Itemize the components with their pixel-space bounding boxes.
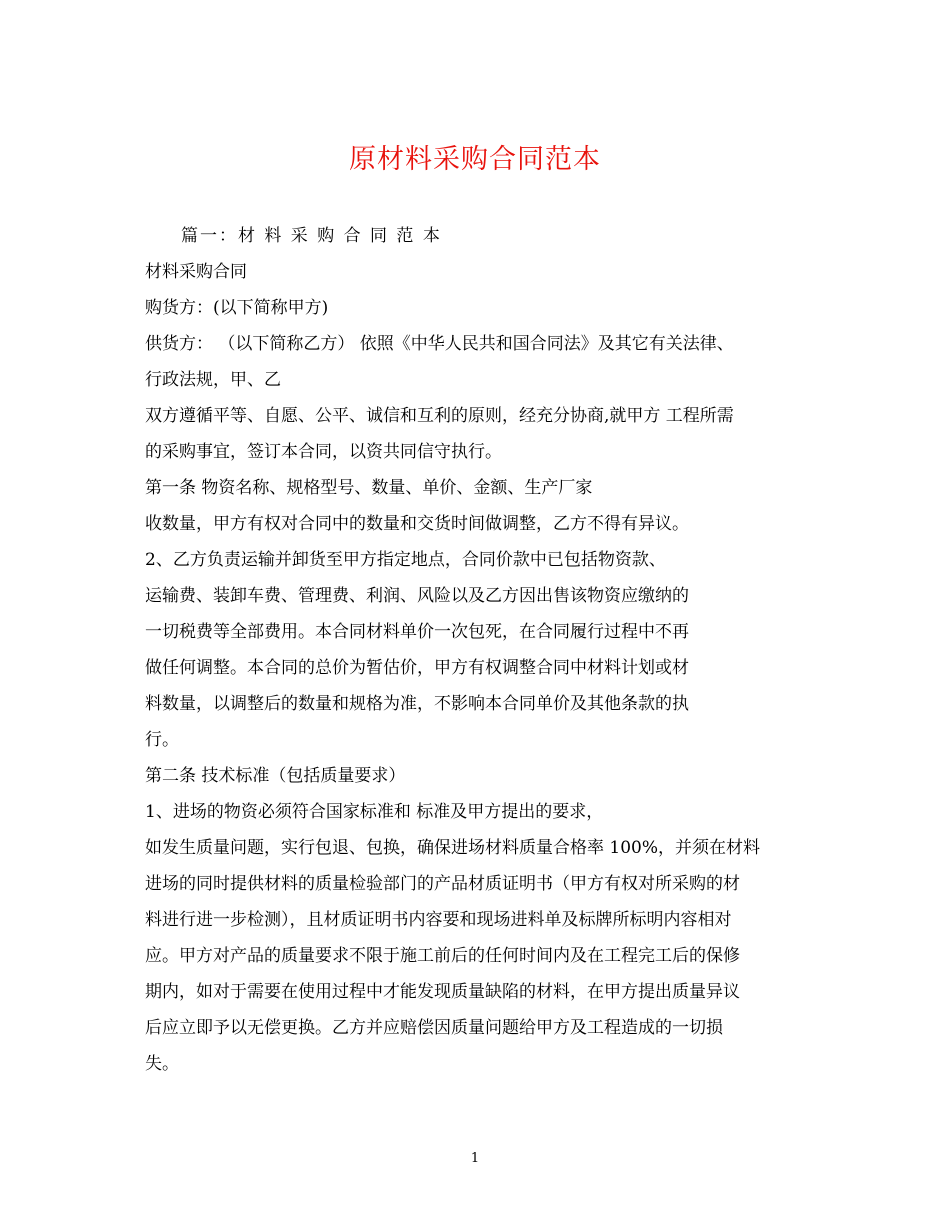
paragraph-line: 供货方： （以下简称乙方） 依照《中华人民共和国合同法》及其它有关法律、 [145, 334, 734, 354]
paragraph-line: 运输费、装卸车费、管理费、利润、风险以及乙方因出售该物资应缴纳的 [145, 586, 689, 606]
paragraph-line: 期内，如对于需要在使用过程中才能发现质量缺陷的材料，在甲方提出质量异议 [145, 982, 740, 1002]
paragraph-line: 做任何调整。本合同的总价为暂估价，甲方有权调整合同中材料计划或材 [145, 658, 689, 678]
paragraph-line: 的采购事宜，签订本合同，以资共同信守执行。 [145, 442, 502, 462]
article-heading: 第一条 物资名称、规格型号、数量、单价、金额、生产厂家 [145, 478, 593, 498]
article-heading: 第二条 技术标准（包括质量要求） [145, 766, 406, 786]
paragraph-line: 进场的同时提供材料的质量检验部门的产品材质证明书（甲方有权对所采购的材 [145, 874, 740, 894]
paragraph-line: 失。 [145, 1054, 179, 1074]
section-heading: 篇一：材 料 采 购 合 同 范 本 [181, 226, 442, 246]
paragraph-line: 料进行进一步检测），且材质证明书内容要和现场进料单及标牌所标明内容相对 [145, 910, 732, 930]
paragraph-line: 料数量，以调整后的数量和规格为准，不影响本合同单价及其他条款的执 [145, 694, 689, 714]
paragraph-line: 购货方：(以下简称甲方) [145, 298, 329, 318]
paragraph-line: 如发生质量问题，实行包退、包换，确保进场材料质量合格率 100%，并须在材料 [145, 838, 761, 858]
paragraph-line: 行。 [145, 730, 179, 750]
document-body [145, 218, 825, 1082]
document-title: 原材料采购合同范本 [349, 144, 601, 175]
paragraph-line: 双方遵循平等、自愿、公平、诚信和互利的原则，经充分协商,就甲方 工程所需 [145, 406, 734, 426]
paragraph-line: 行政法规，甲、乙 [145, 370, 281, 390]
paragraph-line: 材料采购合同 [145, 262, 247, 282]
paragraph-line: 一切税费等全部费用。本合同材料单价一次包死，在合同履行过程中不再 [145, 622, 689, 642]
paragraph-line: 1、进场的物资必须符合国家标准和 标准及甲方提出的要求， [145, 802, 604, 822]
paragraph-line: 后应立即予以无偿更换。乙方并应赔偿因质量问题给甲方及工程造成的一切损 [145, 1018, 723, 1038]
paragraph-line: 应。甲方对产品的质量要求不限于施工前后的任何时间内及在工程完工后的保修 [145, 946, 740, 966]
page-number: 1 [470, 1151, 480, 1166]
paragraph-line: 2、乙方负责运输并卸货至甲方指定地点，合同价款中已包括物资款、 [145, 550, 666, 570]
paragraph-line: 收数量，甲方有权对合同中的数量和交货时间做调整，乙方不得有异议。 [145, 514, 689, 534]
